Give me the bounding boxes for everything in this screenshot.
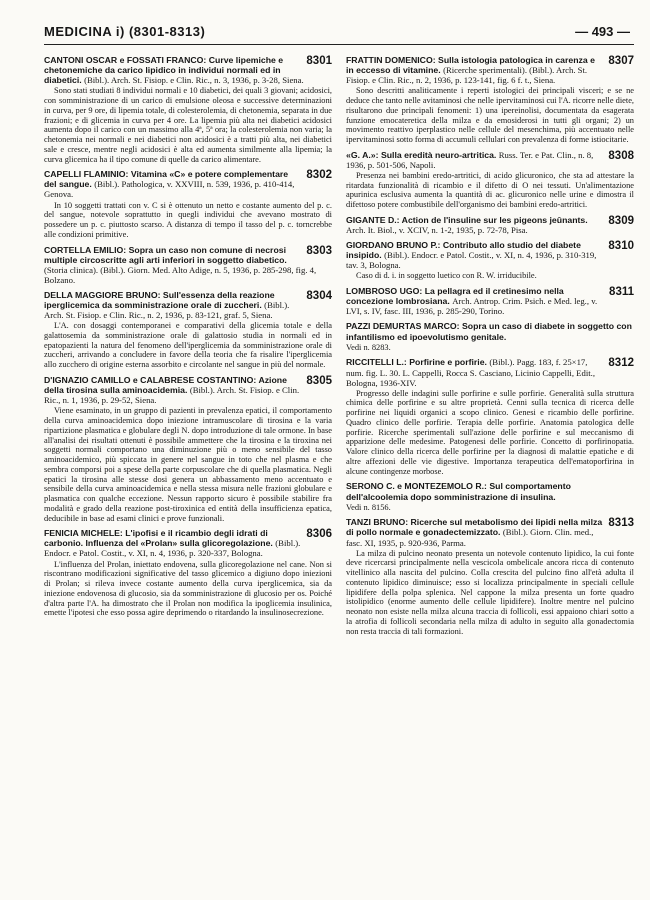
entry-cross-reference: Vedi n. 8156. xyxy=(346,502,391,512)
entry-number: 8306 xyxy=(306,528,332,541)
page-number: — 493 — xyxy=(575,24,630,39)
columns xyxy=(44,55,634,641)
entry-title: Azione della tirosina sulla aminoacidemia. xyxy=(44,374,287,396)
bibliography-entry xyxy=(346,215,634,235)
bibliography-entry xyxy=(44,169,332,239)
entry-title: Sul comportamento dell'alcoolemia dopo somministrazione di insulina. xyxy=(346,481,571,502)
entry-cross-reference: Vedi n. 8283. xyxy=(346,342,391,352)
entry-title: Sulla istologia patologica in carenza e in eccesso di vitamine. xyxy=(346,55,595,76)
entry-reference: (Bibl.). Endocr. e Patol. Costit., v. XI, n. 4, 1936, p. 310-319, tav. 3, Bologna. xyxy=(346,250,597,271)
bibliography-entry xyxy=(346,321,634,352)
entry-number: 8310 xyxy=(608,240,634,253)
bibliography-entry xyxy=(346,55,634,145)
entry-abstract: In 10 soggetti trattati con v. C si è ottenuto un netto e costante aumento del p. c. del sangue, notevole soprattutto in quegli individui che avevano mostrato di possedere un p. c. piuttosto scarso. A distanza di tempo il tasso del p. c. torncrebbe alle condizioni primitive. xyxy=(44,200,332,239)
bibliography-entry xyxy=(44,245,332,285)
entry-abstract: Caso di d. i. in soggetto luetico con R. W. irriducibile. xyxy=(356,271,537,281)
running-header xyxy=(44,24,634,45)
entry-number: 8301 xyxy=(306,55,332,67)
entry-author: D'IGNAZIO CAMILLO e CALABRESE COSTANTINO: xyxy=(44,374,257,385)
entry-reference: Arch. Antrop. Crim. Psich. e Med. leg., v. LVI, s. IV, fasc. III, 1936, p. 285-290, Torino. xyxy=(346,296,598,317)
entry-author: CAPELLI FLAMINIO: xyxy=(44,169,129,180)
entry-title: La pellagra ed il cretinesimo nella concezione lombrosiana. xyxy=(346,286,564,307)
entry-heading xyxy=(346,286,634,316)
entry-number: 8311 xyxy=(609,286,634,299)
bibliography-entry xyxy=(346,481,634,512)
entry-author: CORTELLA EMILIO: xyxy=(44,244,127,255)
entry-number: 8309 xyxy=(608,214,634,227)
entry-heading xyxy=(346,321,634,341)
left-column xyxy=(44,55,332,641)
entry-author: GIORDANO BRUNO P.: xyxy=(346,240,441,251)
right-column xyxy=(346,55,634,641)
section-title: MEDICINA i) (8301-8313) xyxy=(44,24,206,39)
bibliography-entry xyxy=(346,517,634,636)
entry-heading xyxy=(346,517,634,547)
entry-author: LOMBROSO UGO: xyxy=(346,286,423,297)
entry-title: Contributo allo studio del diabete insipido. xyxy=(346,240,581,261)
entry-author: PAZZI DEMURTAS MARCO: xyxy=(346,321,460,332)
entry-author: TANZI BRUNO: xyxy=(346,517,409,528)
entry-reference: (Bibl.). Endocr. e Patol. Costit., v. XI, n. 4, 1936, p. 320-337, Bologna. xyxy=(44,538,301,559)
entry-heading xyxy=(346,240,634,270)
entry-reference: Arch. It. Biol., v. XCIV, n. 1-2, 1935, p. 72-78, Pisa. xyxy=(346,225,528,236)
bibliography-entry xyxy=(44,375,332,523)
entry-abstract: L'A. con dosaggi contemporanei e comparativi della glicemia totale e della galattosemia da somministrazione orale di galattosio studia in normali ed in epatopazienti la natura del fenomeno dell'iperglicemia da somministrazione orale di zuccheri, arrivando a concludere in favore della teoria che fa risalire l'iperglicemia allo zucchero di origine esterna assorbito e circolante nel sangue in più del normale. xyxy=(44,321,332,370)
entry-title: Sopra un caso non comune di necrosi multiple circoscritte agli arti inferiori in soggetto diabetico. xyxy=(44,244,287,265)
entry-reference: (Bibl.). Arch. St. Fisiop. e Clin. Ric., n. 1, 1936, p. 29-52, Siena. xyxy=(44,385,300,406)
entry-abstract: La milza di pulcino neonato presenta un notevole contenuto lipidico, la cui fonte deve ricercarsi principalmente nella vescicola ombelicale ancora ricca di contenuto vitellinico alla nascita del pulcino. Colla crescita del pulcino fino all'età adulta il contenuto lipidico diminuisce; esso si localizza principalmente in speciali cellule lipidifere della polpa splenica. Nel cappone la milza presenta un forte quadro istolipidico (enorme aumento delle cellule lipidifere). Inoltre mentre nel pulcino neonato non esiste nella milza alcuna traccia di follicoli, essi appaiono chiari sotto a la atrofia di follicoli secondaria nella milza di adulto in seguito alla gonadectomia non resta traccia di tali formazioni. xyxy=(346,548,634,636)
entry-abstract: Presenza nei bambini eredo-artritici, di acido glicuronico, che sta ad attestare la ritardata funzionalità di ricambio e il difetto di O nei tessuti. Un'alimentazione apurinica esclusiva aumenta la quantità di ac. glicuronico nelle urine e dimostra il difettoso potere combustibile dell'organismo dei bambini eredo-artritici. xyxy=(346,170,634,210)
entry-author: RICCITELLI L.: xyxy=(346,357,407,368)
entry-number: 8305 xyxy=(306,374,332,387)
entry-title: Vitamina «C» e potere complementare del sangue. xyxy=(44,169,289,190)
entry-number: 8304 xyxy=(306,289,332,302)
entry-author: CANTONI OSCAR e FOSSATI FRANCO: xyxy=(44,55,207,65)
entry-heading xyxy=(44,290,332,320)
entry-number: 8307 xyxy=(608,55,634,67)
entry-title: Sull'essenza della reazione iperglicemica da somministrazione orale di zuccheri. xyxy=(44,289,275,311)
entry-author: DELLA MAGGIORE BRUNO: xyxy=(44,289,161,300)
entry-number: 8313 xyxy=(608,517,634,530)
entry-heading xyxy=(346,215,634,235)
bibliography-entry xyxy=(44,528,332,618)
bibliography-entry xyxy=(346,286,634,316)
entry-author: FENICIA MICHELE: xyxy=(44,528,123,539)
bibliography-entry xyxy=(44,55,332,164)
bibliography-entry xyxy=(346,240,634,281)
entry-title: Porfirine e porfirie. xyxy=(409,357,487,368)
entry-number: 8308 xyxy=(608,149,634,162)
entry-heading xyxy=(44,528,332,558)
entry-title: Curve lipemiche e chetonemiche da carico lipidico in individui normali ed in diabetici. xyxy=(44,55,284,86)
entry-abstract: Sono descritti analiticamente i reperti istologici dei principali visceri; e se ne deduce che tanto nelle avitaminosi che nelle ipervitaminosi cui l'A. ricorre nelle diete, risultarono due principali fenomeni: 1) una ipereinolisi, documentata da esagerata funzione emocateretica della milza e da emosiderosi in tutti gli organi; 2) un movimento reattivo iperplastico nelle cellule del mesenchima, più accentuato nelle ipervitaminosi sotto forma di accumuli cellulari con prevalenza di forme istiocitarie. xyxy=(346,86,635,145)
entry-reference: (Bibl.). Arch. St. Fisiop. e Clin. Ric., n. 3, 1936, p. 3-28, Siena. xyxy=(84,75,304,86)
entry-abstract: Sono stati studiati 8 individui normali e 10 diabetici, dei quali 3 giovani; acidosici, con somministrazione di un carico di emulsione oleosa e successive determinazioni in curva, per 9 ore, di lipemia totale, di colesterolemia, di chetonemia, separata in due frazioni; e di glicemia in curva per 4 ore. La lipemia più alta nei diabetici acidosici aumenta dopo il carico con un massimo alla 4ª, 5ª ora; la colesterolemia non varia; la chetonemia nei normali e nei diabetici non acidosici è a tratti più alta, nei diabetici sale e cresce, mentre negli acidosici è alta ed aumenta similmente alla lipemia; la curva glicemica ha il tipo comune di quelle da carico alimentare. xyxy=(44,86,332,164)
entry-heading xyxy=(44,55,332,85)
entry-number: 8302 xyxy=(306,169,332,182)
entry-title: L'ipofisi e il ricambio degli idrati di carbonio. Influenza del «Prolan» sulla glicoregolazione. xyxy=(44,528,273,549)
entry-abstract: L'influenza del Prolan, iniettato endovena, sulla glicoregolazione nel cane. Non si riscontrano modificazioni significative del tasso glicemico a digiuno dopo iniezioni di Prolan; si rileva invece costante aumento della curva iperglicemica, sia da iniezione endovenosa di glucosio, sia da somministrazione di glucosio per os. Poiché d'altra parte l'A. ha dimostrato che il Prolan non modifica la ipoglicemia insulinica, emette l'ipotesi che esso possa agire deprimendo o ritardando la insulinosecrezione. xyxy=(44,559,332,618)
entry-title: Sopra un caso di diabete in soggetto con infantilismo ed ipoevolutismo genitale. xyxy=(346,321,632,342)
bibliography-entry xyxy=(44,290,332,370)
entry-author: «G. A.»: xyxy=(346,149,379,160)
entry-reference: (Bibl.). Arch. St. Fisiop. e Clin. Ric., n. 2, 1936, p. 83-121, graf. 5, Siena. xyxy=(44,300,290,321)
entry-title: Ricerche sul metabolismo dei lipidi nella milza di pollo normale e gonadectemizzato. xyxy=(346,517,603,538)
entry-author: SERONO C. e MONTEZEMOLO R.: xyxy=(346,481,487,492)
entry-number: 8312 xyxy=(608,357,634,370)
entry-heading xyxy=(44,375,332,405)
entry-author: GIGANTE D.: xyxy=(346,214,400,225)
entry-reference: (Bibl.). Pathologica, v. XXVIII, n. 539, 1936, p. 410-414, Genova. xyxy=(44,179,295,200)
entry-reference: Russ. Ter. e Pat. Clin., n. 8, 1936, p. 501-506, Napoli. xyxy=(346,149,594,170)
entry-title: Action de l'insuline sur les pigeons jeûnants. xyxy=(401,214,588,225)
entry-reference: (Ricerche sperimentali). (Bibl.). Arch. St. Fisiop. e Clin. Ric., n. 2, 1936, p. 123-141, fig. 6 f. t., Siena. xyxy=(346,65,588,86)
entry-reference: (Bibl.). Giorn. Clin. med., fasc. XI, 1935, p. 920-936, Parma. xyxy=(346,527,594,548)
bibliography-entry xyxy=(346,357,634,476)
entry-reference: (Storia clinica). (Bibl.). Giorn. Med. Alto Adige, n. 5, 1936, p. 285-298, fig. 4, Bolzano. xyxy=(44,264,317,285)
bibliography-entry xyxy=(346,150,634,210)
entry-heading xyxy=(346,55,634,85)
entry-heading xyxy=(44,245,332,285)
entry-reference: (Bibl.). Pagg. 183, f. 25×17, num. fig. L. 30. L. Cappelli, Rocca S. Casciano, Licinio Cappelli, Edit., Bologna, 1936-XIV. xyxy=(346,357,595,388)
entry-author: FRATTIN DOMENICO: xyxy=(346,55,436,65)
entry-heading xyxy=(346,150,634,170)
entry-heading xyxy=(44,169,332,199)
entry-abstract: Viene esaminato, in un gruppo di pazienti in prevalenza epatici, il comportamento della curva aminoacidemica dopo iniezione intramuscolare di tirosina e la varia ripartizione plasmatica e globulare degli N. dopo introduzione di tale ormone. In base all'analisi dei risultati ottenuti è possibile ammettere che la tirosina e la tiroxina nei soggetti normali comportano una diminuzione più o meno sensibile del tasso aminoacidemico, più spiccata in genere nel sangue in toto che nel plasma e che sembra comporsi poi a spese della parte corpuscolare che di quella plasmatica. Negli epatici la tirosina alle stesse dosi genera un abbassamento meno accentuato e sensibile della curva aminoacidemica e nella stessa misura nelle frazioni globulare e plasmatica con qualche eccezione. Nessun rapporto sicuro è possibile stabilire fra modalità e grado della reazione post-tiroxinica ed entità della insufficienza epatica, deducibile in base ad esami clinici e prove funzionali. xyxy=(44,406,332,523)
entry-title: Sulla eredità neuro-artritica. xyxy=(380,149,497,160)
entry-number: 8303 xyxy=(306,244,332,257)
entry-abstract: Progresso delle indagini sulle porfirine e sulle porfirie. Generalità sulla struttura chimica delle porfirine e su altre proprietà. Cenni sulla tecnica di ricerca delle porfirine nei liquidi organici a scopo clinico. Genesi e ricambio delle porfirine. Quadro clinico delle porfirie. Terapia delle porfirie. Anatomia patologica delle porfirie. Ricerche sperimentali sull'azione delle porfirine e sul meccanismo di apparizione delle medesime. Patogenesi delle porfirie. Concetto di porfirinopatia. Valore clinico della ricerca delle porfirine per la diagnosi di malattie epatiche e di altre affezioni delle vie digestive. Importanza terapeutica dell'ematoporfirina in alcune contingenze morbose. xyxy=(346,388,634,476)
entry-heading xyxy=(346,357,634,387)
entry-heading xyxy=(346,481,634,501)
